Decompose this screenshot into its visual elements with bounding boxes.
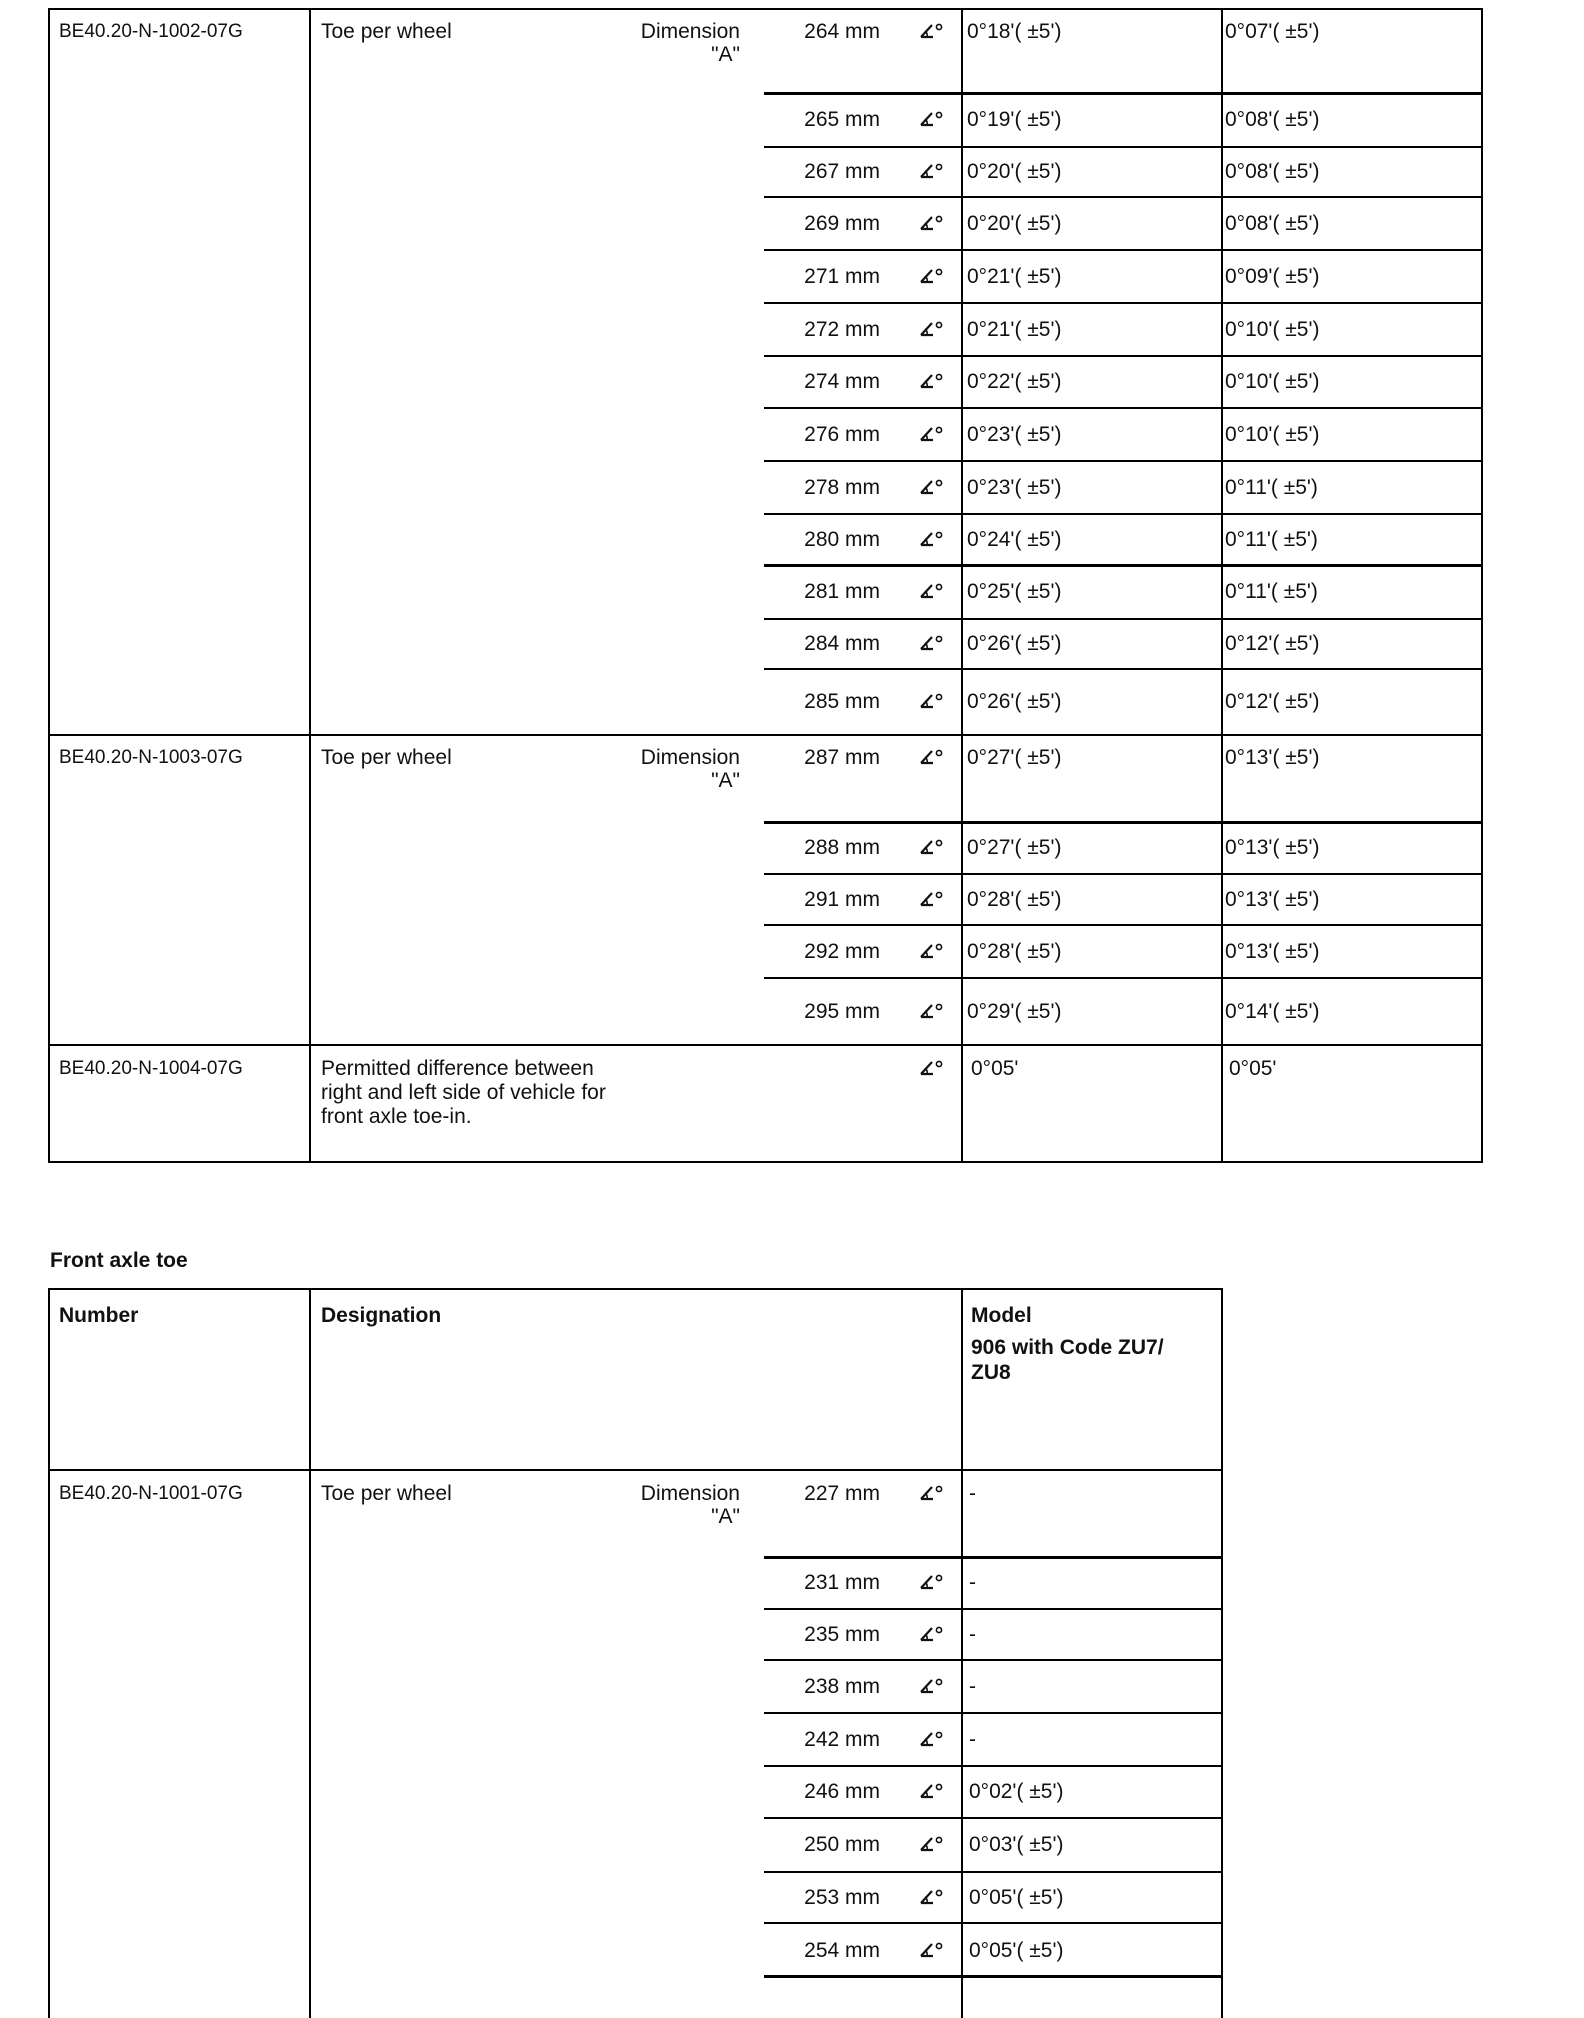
angle-degree-icon [919, 1835, 945, 1853]
toe-value-col1: 0°28'( ±5') [967, 940, 1062, 963]
toe-value-col2: 0°10'( ±5') [1225, 318, 1320, 341]
header-number: Number [59, 1304, 139, 1327]
dimension-label: Dimension "A" [640, 20, 740, 66]
toe-value-col2: 0°13'( ±5') [1225, 940, 1320, 963]
table-bottom-border [48, 1161, 1483, 1163]
angle-degree-icon [919, 692, 945, 710]
column-border [48, 8, 50, 1163]
dimension-value: 276 mm [804, 423, 880, 446]
toe-value-col1: 0°27'( ±5') [967, 746, 1062, 769]
difference-value-col2: 0°05' [1229, 1057, 1277, 1080]
angle-degree-icon [919, 372, 945, 390]
designation-text: Toe per wheel [321, 746, 452, 769]
row-divider [764, 355, 1483, 357]
dimension-value: 242 mm [804, 1728, 880, 1751]
spec-number: BE40.20-N-1004-07G [59, 1058, 243, 1079]
angle-degree-icon [919, 942, 945, 960]
angle-degree-icon [919, 1002, 945, 1020]
angle-degree-icon [919, 320, 945, 338]
dimension-label: Dimension "A" [640, 746, 740, 792]
row-divider [764, 873, 1483, 875]
toe-value-col1: 0°26'( ±5') [967, 690, 1062, 713]
row-divider [764, 821, 1483, 824]
dimension-value: 264 mm [804, 20, 880, 43]
dimension-value: 285 mm [804, 690, 880, 713]
dimension-value: 272 mm [804, 318, 880, 341]
row-divider [764, 1556, 1223, 1559]
designation-text: Toe per wheel [321, 20, 452, 43]
toe-value-col1: 0°28'( ±5') [967, 888, 1062, 911]
angle-degree-icon [919, 1484, 945, 1502]
toe-value: 0°05'( ±5') [969, 1886, 1064, 1909]
dimension-value: 269 mm [804, 212, 880, 235]
dimension-value: 231 mm [804, 1571, 880, 1594]
table-top-border [48, 1288, 1223, 1290]
dimension-value: 246 mm [804, 1780, 880, 1803]
toe-value-col1: 0°23'( ±5') [967, 476, 1062, 499]
angle-degree-icon [919, 1782, 945, 1800]
angle-degree-icon [919, 838, 945, 856]
toe-value-col1: 0°20'( ±5') [967, 160, 1062, 183]
dimension-value: 280 mm [804, 528, 880, 551]
toe-value: 0°02'( ±5') [969, 1780, 1064, 1803]
spec-number: BE40.20-N-1003-07G [59, 747, 243, 768]
header-model-value-line: ZU8 [971, 1361, 1011, 1384]
row-divider [764, 302, 1483, 304]
column-border [1221, 8, 1223, 1163]
toe-value-col1: 0°20'( ±5') [967, 212, 1062, 235]
angle-degree-icon [919, 214, 945, 232]
row-divider [764, 1871, 1223, 1873]
toe-value-col2: 0°12'( ±5') [1225, 690, 1320, 713]
dimension-value: 287 mm [804, 746, 880, 769]
angle-degree-icon [919, 748, 945, 766]
angle-degree-icon [919, 1677, 945, 1695]
group-bottom-border [48, 1044, 1483, 1046]
dimension-value: 227 mm [804, 1482, 880, 1505]
toe-value-col1: 0°18'( ±5') [967, 20, 1062, 43]
row-divider [764, 1922, 1223, 1924]
dimension-value: 278 mm [804, 476, 880, 499]
row-divider [764, 1975, 1223, 1978]
toe-value-col1: 0°26'( ±5') [967, 632, 1062, 655]
toe-value-col2: 0°10'( ±5') [1225, 370, 1320, 393]
toe-value-col2: 0°08'( ±5') [1225, 160, 1320, 183]
toe-value-col2: 0°10'( ±5') [1225, 423, 1320, 446]
toe-value-col1: 0°25'( ±5') [967, 580, 1062, 603]
toe-value-col1: 0°29'( ±5') [967, 1000, 1062, 1023]
angle-degree-icon [919, 1625, 945, 1643]
toe-value-col1: 0°21'( ±5') [967, 318, 1062, 341]
toe-value-col1: 0°27'( ±5') [967, 836, 1062, 859]
row-divider [764, 1659, 1223, 1661]
table-top-border [48, 8, 1483, 10]
dimension-value: 288 mm [804, 836, 880, 859]
row-divider [764, 1817, 1223, 1819]
header-bottom-border [48, 1469, 1223, 1471]
dimension-label: Dimension "A" [640, 1482, 740, 1528]
column-border [309, 8, 311, 1163]
column-border [1221, 1288, 1223, 2018]
angle-degree-icon [919, 22, 945, 40]
column-border [309, 1288, 311, 2018]
dimension-value: 250 mm [804, 1833, 880, 1856]
header-model-label: Model [971, 1304, 1032, 1327]
toe-value: - [969, 1623, 976, 1646]
toe-value: - [969, 1571, 976, 1594]
row-divider [764, 249, 1483, 251]
dimension-value: 265 mm [804, 108, 880, 131]
toe-value-col1: 0°24'( ±5') [967, 528, 1062, 551]
difference-description-line: front axle toe-in. [321, 1105, 472, 1128]
angle-degree-icon [919, 1941, 945, 1959]
toe-value-col1: 0°19'( ±5') [967, 108, 1062, 131]
dimension-value: 274 mm [804, 370, 880, 393]
dimension-value: 271 mm [804, 265, 880, 288]
section-title: Front axle toe [50, 1249, 188, 1272]
toe-value-col2: 0°13'( ±5') [1225, 746, 1320, 769]
toe-value-col2: 0°13'( ±5') [1225, 836, 1320, 859]
angle-degree-icon [919, 1059, 945, 1077]
difference-description-line: right and left side of vehicle for [321, 1081, 606, 1104]
angle-degree-icon [919, 425, 945, 443]
toe-value: 0°05'( ±5') [969, 1939, 1064, 1962]
designation-text: Toe per wheel [321, 1482, 452, 1505]
angle-degree-icon [919, 1888, 945, 1906]
header-model-value-line: 906 with Code ZU7/ [971, 1336, 1164, 1359]
toe-value-col1: 0°21'( ±5') [967, 265, 1062, 288]
dimension-value: 281 mm [804, 580, 880, 603]
difference-value-col1: 0°05' [971, 1057, 1019, 1080]
toe-value-col2: 0°11'( ±5') [1225, 528, 1318, 551]
toe-value: - [969, 1482, 976, 1505]
row-divider [764, 407, 1483, 409]
toe-value-col2: 0°14'( ±5') [1225, 1000, 1320, 1023]
angle-degree-icon [919, 478, 945, 496]
row-divider [764, 513, 1483, 515]
row-divider [764, 196, 1483, 198]
toe-value-col1: 0°23'( ±5') [967, 423, 1062, 446]
toe-value-col2: 0°13'( ±5') [1225, 888, 1320, 911]
toe-value-col2: 0°07'( ±5') [1225, 20, 1320, 43]
row-divider [764, 92, 1483, 95]
toe-value-col2: 0°11'( ±5') [1225, 580, 1318, 603]
row-divider [764, 668, 1483, 670]
toe-value-col2: 0°08'( ±5') [1225, 212, 1320, 235]
angle-degree-icon [919, 530, 945, 548]
dimension-value: 267 mm [804, 160, 880, 183]
row-divider [764, 460, 1483, 462]
row-divider [764, 618, 1483, 620]
toe-value-col1: 0°22'( ±5') [967, 370, 1062, 393]
column-border [961, 1288, 963, 2018]
toe-value-col2: 0°11'( ±5') [1225, 476, 1318, 499]
difference-description-line: Permitted difference between [321, 1057, 594, 1080]
angle-degree-icon [919, 1730, 945, 1748]
row-divider [764, 1712, 1223, 1714]
dimension-value: 238 mm [804, 1675, 880, 1698]
row-divider [764, 977, 1483, 979]
dimension-value: 292 mm [804, 940, 880, 963]
toe-value-col2: 0°08'( ±5') [1225, 108, 1320, 131]
toe-value: 0°03'( ±5') [969, 1833, 1064, 1856]
dimension-value: 291 mm [804, 888, 880, 911]
row-divider [764, 1608, 1223, 1610]
toe-value: - [969, 1675, 976, 1698]
spec-number: BE40.20-N-1001-07G [59, 1483, 243, 1504]
toe-value-col2: 0°12'( ±5') [1225, 632, 1320, 655]
row-divider [764, 1765, 1223, 1767]
toe-value: - [969, 1728, 976, 1751]
dimension-value: 295 mm [804, 1000, 880, 1023]
column-border [48, 1288, 50, 2018]
toe-value-col2: 0°09'( ±5') [1225, 265, 1320, 288]
angle-degree-icon [919, 267, 945, 285]
row-divider [764, 146, 1483, 148]
header-designation: Designation [321, 1304, 442, 1327]
angle-degree-icon [919, 1573, 945, 1591]
angle-degree-icon [919, 890, 945, 908]
angle-degree-icon [919, 162, 945, 180]
dimension-value: 254 mm [804, 1939, 880, 1962]
row-divider [764, 924, 1483, 926]
spec-number: BE40.20-N-1002-07G [59, 21, 243, 42]
column-border [1481, 8, 1483, 1163]
dimension-value: 253 mm [804, 1886, 880, 1909]
dimension-value: 284 mm [804, 632, 880, 655]
dimension-value: 235 mm [804, 1623, 880, 1646]
angle-degree-icon [919, 582, 945, 600]
group-bottom-border [48, 734, 1483, 736]
angle-degree-icon [919, 634, 945, 652]
column-border [961, 8, 963, 1163]
row-divider [764, 564, 1483, 567]
angle-degree-icon [919, 110, 945, 128]
